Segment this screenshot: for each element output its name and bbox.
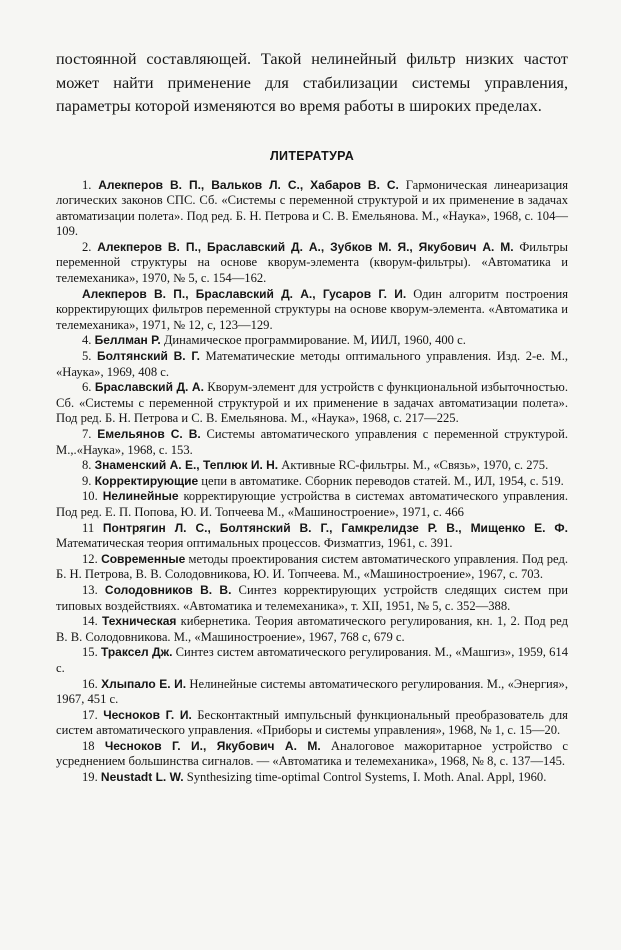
reference-authors: Алекперов В. П., Браславский Д. А., Зубков М. Я., Якубович А. М. xyxy=(97,239,514,254)
reference-details: цепи в автоматике. Сборник переводов статей. М., ИЛ, 1954, с. 519. xyxy=(198,473,564,488)
reference-item xyxy=(56,552,568,583)
reference-details: кибернетика. Теория автоматического регулирования, кн. 1, 2. Под ред В. В. Солодовникова. М., «Машиностроение», 1967, 768 с, 679 с. xyxy=(56,614,568,644)
reference-item xyxy=(56,349,568,380)
reference-authors: Neustadt L. W. xyxy=(100,770,184,785)
reference-details: Гармоническая линеаризация логических законов СПС. Сб. «Системы с переменной структурой и их применение в задачах автоматизации полета». Под ред. Б. Н. Петрова и С. В. Емельянова. М., «Наука», 1968, с. 104—109. xyxy=(56,177,568,239)
reference-authors: Браславский Д. А. xyxy=(94,380,204,395)
reference-number: 6. xyxy=(82,380,92,395)
reference-details: Синтез систем автоматического регулирования. М., «Машгиз», 1959, 614 с. xyxy=(56,645,569,675)
reference-details: корректирующие устройства в системах автоматического управления. Под ред. Е. П. Попова, Ю. И. Топчеева М., «Машиностроение», 1971, с. 466 xyxy=(56,489,569,519)
reference-item xyxy=(56,458,568,474)
reference-details: Аналоговое мажоритарное устройство с усреднением большинства сигналов. — «Автоматика и телемеханика», 1968, № 8, с. 137—145. xyxy=(56,738,569,769)
reference-item xyxy=(56,708,568,739)
reference-number: 9. xyxy=(82,473,92,488)
reference-number: 18 xyxy=(82,738,95,753)
reference-authors: Емельянов С. В. xyxy=(97,427,201,441)
reference-item xyxy=(56,521,568,552)
reference-item xyxy=(56,380,568,427)
reference-number: 1. xyxy=(82,177,92,192)
reference-number: 17. xyxy=(82,707,98,722)
reference-authors: Чесноков Г. И. xyxy=(103,707,192,722)
reference-authors: Знаменский А. Е., Теплюк И. Н. xyxy=(94,458,279,473)
reference-authors: Траксел Дж. xyxy=(100,645,173,660)
reference-details: Synthesizing time-optimal Control Systems, I. Moth. Anal. Appl, 1960. xyxy=(183,770,547,785)
references-list xyxy=(56,178,568,786)
reference-authors: Алекперов В. П., Вальков Л. С., Хабаров В. С. xyxy=(98,177,399,192)
reference-item xyxy=(56,770,568,786)
reference-number: 14. xyxy=(82,614,98,629)
references-heading: ЛИТЕРАТУРА xyxy=(269,148,355,163)
reference-item xyxy=(56,333,568,349)
reference-number: 11 xyxy=(82,520,95,535)
reference-number: 13. xyxy=(82,582,98,597)
reference-details: Один алгоритм построения корректирующих фильтров переменной структуры на основе кворум-элемента. «Автоматика и телемеханика», 1971, № 12, с, 123—129. xyxy=(56,286,568,332)
reference-details: Бесконтактный импульсный функциональный преобразователь для систем автоматического управления. «Приборы и системы управления», 1968, № 1, с. 15—20. xyxy=(56,707,568,738)
reference-item xyxy=(56,739,568,770)
reference-authors: Болтянский В. Г. xyxy=(97,349,200,364)
reference-details: Нелинейные системы автоматического регулирования. М., «Энергия», 1967, 451 с. xyxy=(56,676,568,707)
reference-authors: Техническая xyxy=(101,614,177,629)
reference-item xyxy=(56,489,568,520)
reference-number: 5. xyxy=(82,349,92,364)
book-page xyxy=(56,48,568,786)
reference-number: 7. xyxy=(82,427,92,441)
reference-item xyxy=(56,287,568,334)
reference-item xyxy=(56,427,568,458)
reference-number: 2. xyxy=(82,239,92,254)
reference-number: 15. xyxy=(82,645,98,660)
reference-details: методы проектирования систем автоматического управления. Под ред. Б. Н. Петрова, В. В. Солодовникова, Ю. И. Топчеева. М., «Машиностроение», 1967, с. 703. xyxy=(56,551,569,582)
reference-number: 4. xyxy=(82,333,92,348)
reference-authors: Нелинейные xyxy=(102,489,179,504)
reference-authors: Беллман Р. xyxy=(94,333,161,348)
reference-item xyxy=(56,645,568,676)
reference-number: 16. xyxy=(82,676,98,691)
reference-item xyxy=(56,474,568,490)
reference-authors: Чесноков Г. И., Якубович А. М. xyxy=(104,738,321,753)
reference-details: Системы автоматического управления с переменной структурой. М.,.«Наука», 1968, с. 153. xyxy=(56,427,568,457)
reference-authors: Хлыпало Е. И. xyxy=(101,676,187,691)
reference-authors: Солодовников В. В. xyxy=(104,582,232,597)
reference-details: Динамическое программирование. М, ИИЛ, 1960, 400 с. xyxy=(160,333,466,348)
reference-number: 19. xyxy=(82,770,98,785)
reference-details: Кворум-элемент для устройств с функциональной избыточностью. Сб. «Системы с переменной структурой и их применение в задачах автоматизации полета». Под ред. Б. Н. Петрова и С. В. Емельянова. М., «Наука», 1968, с. 217—225. xyxy=(56,380,568,426)
reference-details: Математическая теория оптимальных процессов. Физматгиз, 1961, с. 391. xyxy=(56,536,453,551)
reference-authors: Корректирующие xyxy=(94,473,199,488)
intro-paragraph: постоянной составляющей. Такой нелинейный фильтр низких частот может найти применение для стабилизации системы управления, параметры которой изменяются во время работы в широких пределах. xyxy=(56,50,568,115)
reference-details: Активные RC-фильтры. М., «Связь», 1970, с. 275. xyxy=(278,458,549,473)
reference-details: Фильтры переменной структуры на основе кворум-элемента (кворум-фильтры). «Автоматика и телемеханика», 1970, № 5, с. 154—162. xyxy=(56,239,568,286)
reference-authors: Современные xyxy=(101,551,186,566)
reference-item xyxy=(56,178,568,240)
reference-item xyxy=(56,677,568,708)
reference-item xyxy=(56,583,568,614)
reference-authors: Понтрягин Л. С., Болтянский В. Г., Гамкрелидзе Р. В., Мищенко Е. Ф. xyxy=(102,520,568,535)
reference-details: Синтез корректирующих устройств следящих систем при типовых воздействиях. «Автоматика и телемеханика», т. XII, 1951, № 5, с. 352—388. xyxy=(56,582,568,613)
reference-number: 12. xyxy=(82,551,98,566)
reference-details: Математические методы оптимального управления. Изд. 2-е. М., «Наука», 1969, 408 с. xyxy=(56,349,568,379)
reference-item xyxy=(56,240,568,287)
reference-number: 8. xyxy=(82,458,92,473)
reference-authors: Алекперов В. П., Браславский Д. А., Гусаров Г. И. xyxy=(82,286,407,301)
reference-item xyxy=(56,614,568,645)
reference-number: 10. xyxy=(82,489,98,504)
